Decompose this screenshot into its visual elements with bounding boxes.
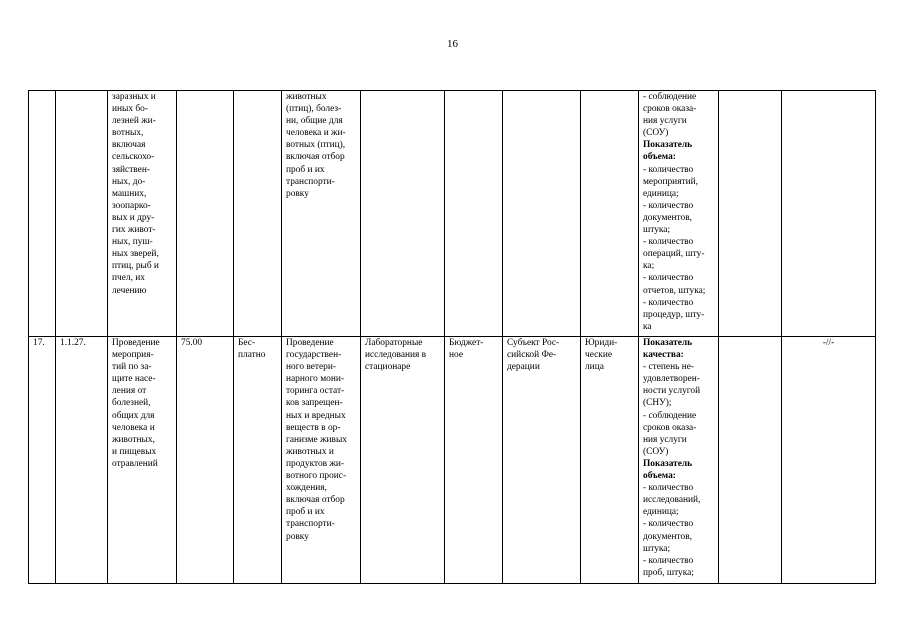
indicator-heading: Показатель объема: bbox=[643, 140, 693, 163]
page-number: 16 bbox=[447, 38, 458, 50]
cell-code: 1.1.27. bbox=[56, 337, 108, 584]
cell-col14 bbox=[782, 91, 876, 337]
services-table bbox=[28, 90, 876, 584]
indicator-text: - количество мероприятий, единица; - количество документов, штука; - количество операций, шту- ка; - количество отчетов, штука; - количество процедур, шту- ка bbox=[643, 164, 706, 332]
table-row bbox=[29, 337, 876, 584]
indicator-text: - степень не- удовлетворен- ности услугой (СНУ); - соблюдение сроков оказа- ния услуги (СОУ) bbox=[643, 362, 701, 457]
indicator-heading: Показатель объема: bbox=[643, 458, 693, 482]
cell-col13 bbox=[719, 337, 782, 584]
cell-col13 bbox=[719, 91, 782, 337]
cell-payment bbox=[234, 91, 282, 337]
cell-content: животных (птиц), болез- ни, общие для человека и жи- вотных (птиц), включая отбор проб и их транспорти- ровку bbox=[282, 91, 361, 337]
cell-code bbox=[56, 91, 108, 337]
cell-name: заразных и иных бо- лезней жи- вотных, включая сельскохо- зяйствен- ных, до- машних, зоопарко- вых и дру- гих живот- ных, пуш- ных зверей, птиц, рыб и пчел, их лечению bbox=[108, 91, 177, 337]
cell-indicators bbox=[639, 91, 719, 337]
cell-num: 17. bbox=[29, 337, 56, 584]
cell-type: Бюджет- ное bbox=[445, 337, 503, 584]
cell-content: Проведение государствен- ного ветери- нарного мони- торинга остат- ков запрещен- ных и вредных веществ в ор- ганизме живых животных и продуктов жи- вотного проис- хождения, включая отбор проб и их транспорти- ровку bbox=[282, 337, 361, 584]
table-row bbox=[29, 91, 876, 337]
cell-consumers: Юриди- ческие лица bbox=[581, 337, 639, 584]
indicator-text: - количество исследований, единица; - количество документов, штука; - количество проб, штука; bbox=[643, 483, 701, 578]
indicator-heading: Показатель качества: bbox=[643, 338, 693, 361]
cell-founder bbox=[503, 91, 581, 337]
indicator-text: - соблюдение сроков оказа- ния услуги (СОУ) bbox=[643, 92, 697, 139]
cell-code2: 75.00 bbox=[177, 337, 234, 584]
cell-indicators bbox=[639, 337, 719, 584]
cell-payment: Бес- платно bbox=[234, 337, 282, 584]
cell-conditions: Лабораторные исследования в стационаре bbox=[361, 337, 445, 584]
cell-consumers bbox=[581, 91, 639, 337]
cell-num bbox=[29, 91, 56, 337]
cell-conditions bbox=[361, 91, 445, 337]
cell-code2 bbox=[177, 91, 234, 337]
cell-col14: -//- bbox=[782, 337, 876, 584]
cell-founder: Субъект Рос- сийской Фе- дерации bbox=[503, 337, 581, 584]
cell-name: Проведение мероприя- тий по за- щите насе- ления от болезней, общих для человека и животных, и пищевых отравлений bbox=[108, 337, 177, 584]
cell-type bbox=[445, 91, 503, 337]
